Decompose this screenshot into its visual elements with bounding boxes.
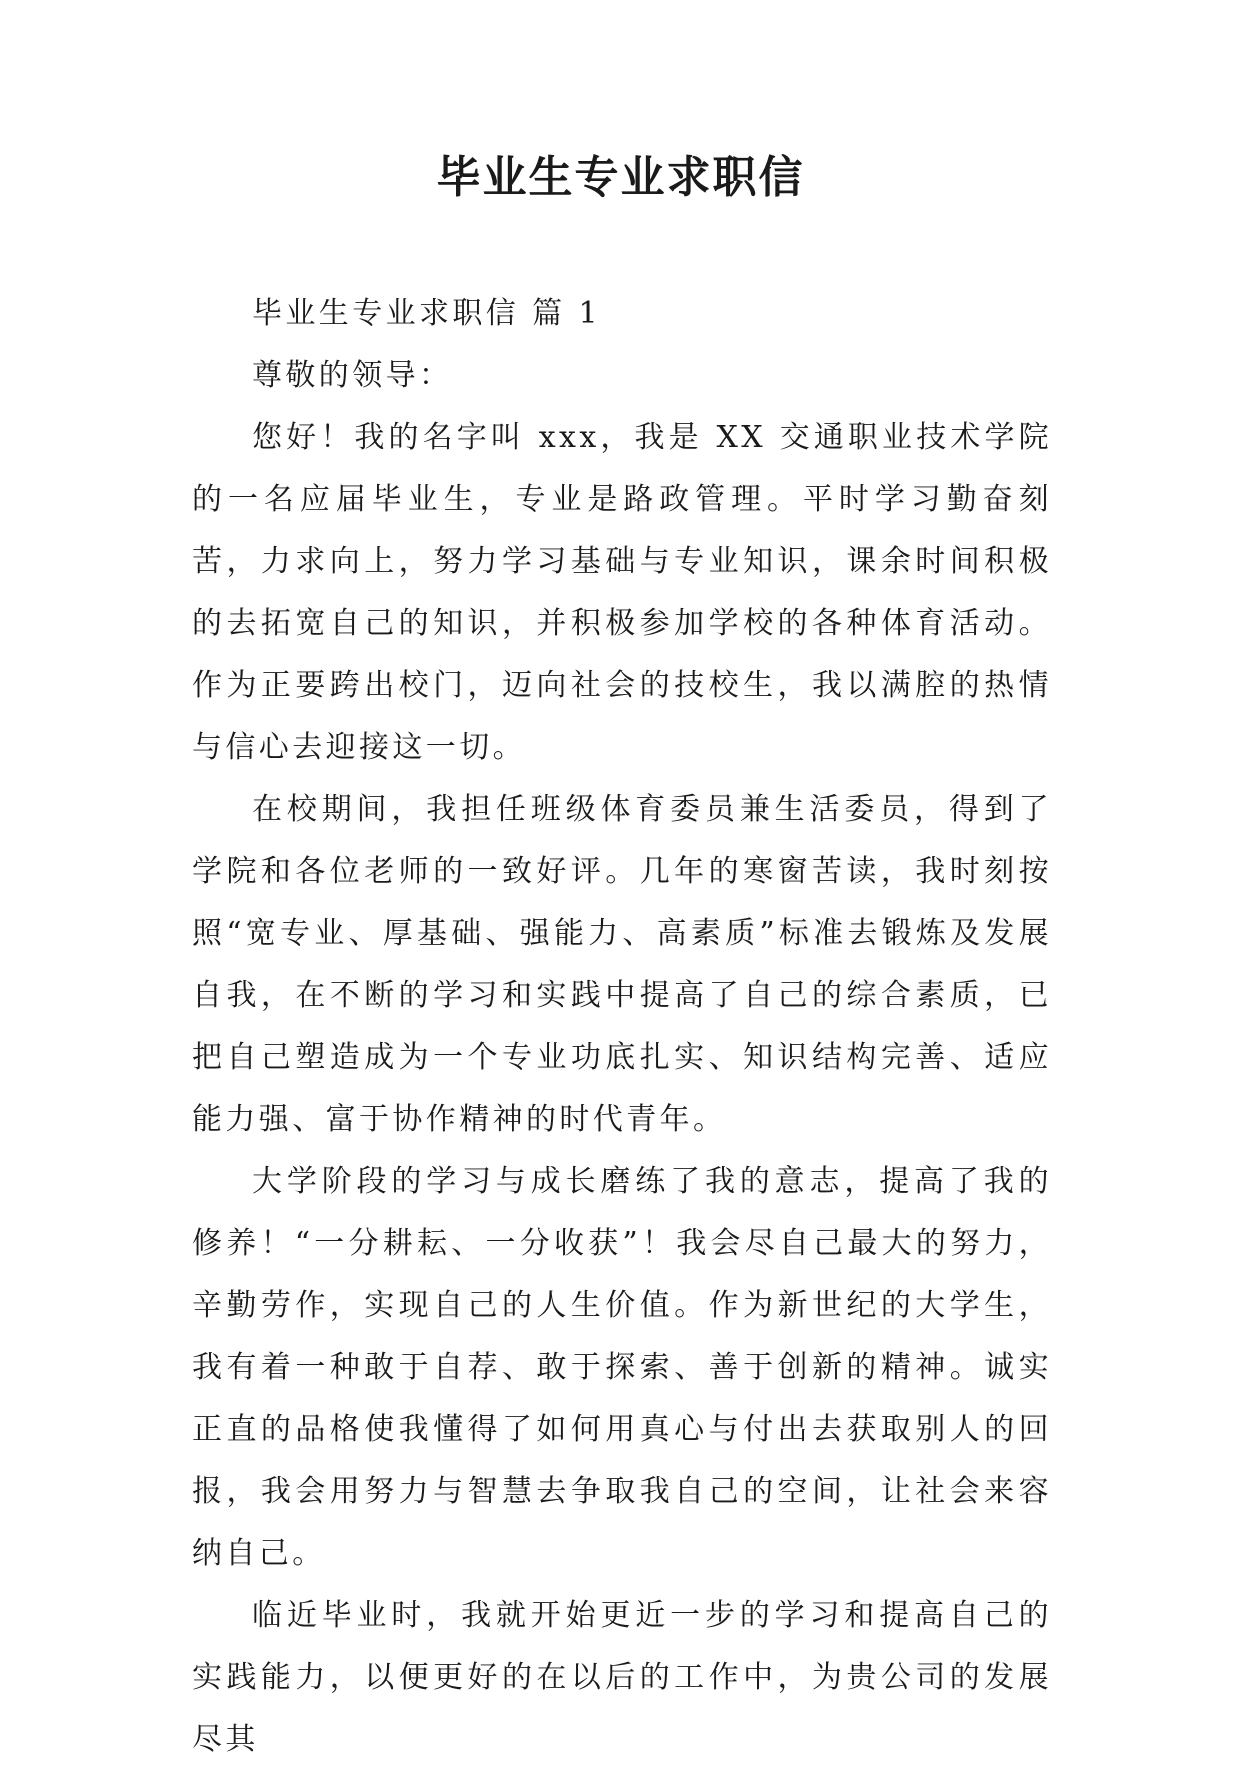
- paragraph: 您好！我的名字叫 xxx，我是 XX 交通职业技术学院的一名应届毕业生，专业是路政管理。平时学习勤奋刻苦，力求向上，努力学习基础与专业知识，课余时间积极的去拓宽自己的知识，并积极参加学校的各种体育活动。作为正要跨出校门，迈向社会的技校生，我以满腔的热情与信心去迎接这一切。: [192, 420, 1052, 765]
- section-heading: 毕业生专业求职信 篇 1: [252, 296, 601, 331]
- document-title: 毕业生专业求职信: [436, 152, 805, 203]
- paragraph: 大学阶段的学习与成长磨练了我的意志，提高了我的修养！“一分耕耘、一分收获”！我会尽自己最大的努力，辛勤劳作，实现自己的人生价值。作为新世纪的大学生，我有着一种敢于自荐、敢于探索、善于创新的精神。诚实正直的品格使我懂得了如何用真心与付出去获取别人的回报，我会用努力与智慧去争取我自己的空间，让社会来容纳自己。: [192, 1164, 1052, 1571]
- paragraph: 在校期间，我担任班级体育委员兼生活委员，得到了学院和各位老师的一致好评。几年的寒窗苦读，我时刻按照“宽专业、厚基础、强能力、高素质”标准去锻炼及发展自我，在不断的学习和实践中提高了自己的综合素质，已把自己塑造成为一个专业功底扎实、知识结构完善、适应能力强、富于协作精神的时代青年。: [192, 792, 1052, 1137]
- salutation: 尊敬的领导：: [252, 358, 453, 393]
- document-body: [192, 283, 1052, 1771]
- paragraph: 临近毕业时，我就开始更近一步的学习和提高自己的实践能力，以便更好的在以后的工作中，为贵公司的发展尽其: [192, 1598, 1052, 1757]
